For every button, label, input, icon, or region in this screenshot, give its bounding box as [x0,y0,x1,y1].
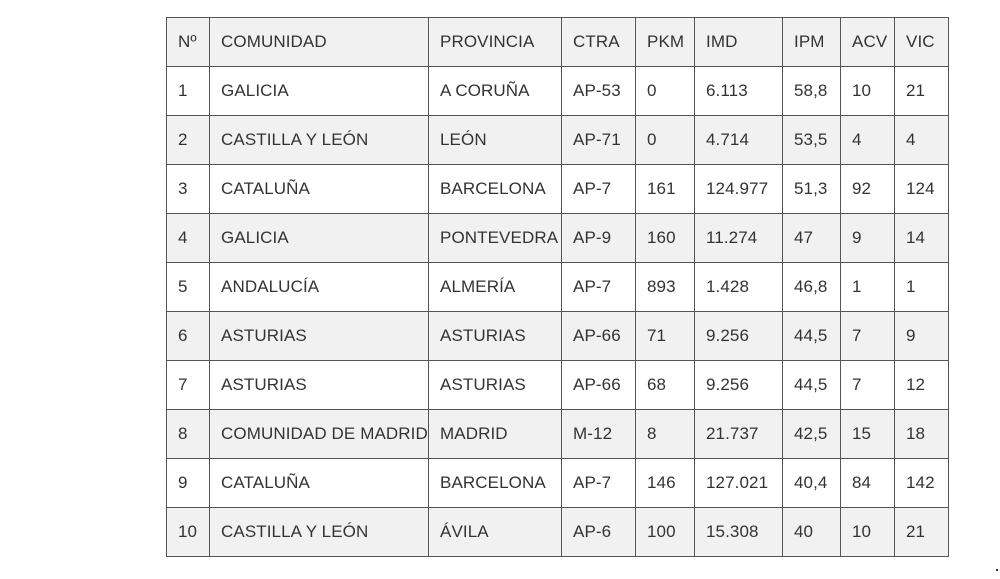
cell-ipm: 44,5 [783,312,841,361]
cell-provincia: ASTURIAS [429,312,562,361]
data-table-container [166,17,948,557]
table-row [167,263,949,312]
cell-ctra: AP-71 [562,116,636,165]
cell-provincia: PONTEVEDRA [429,214,562,263]
header-provincia: PROVINCIA [429,18,562,67]
cell-pkm: 71 [636,312,695,361]
cell-comunidad: ASTURIAS [210,312,429,361]
cell-provincia: ASTURIAS [429,361,562,410]
cell-provincia: BARCELONA [429,165,562,214]
cell-ipm: 51,3 [783,165,841,214]
cell-pkm: 161 [636,165,695,214]
cell-ipm: 44,5 [783,361,841,410]
cell-vic: 21 [895,508,949,557]
cell-imd: 127.021 [695,459,783,508]
cell-pkm: 100 [636,508,695,557]
cell-provincia: ÁVILA [429,508,562,557]
cell-acv: 10 [841,508,895,557]
header-acv: ACV [841,18,895,67]
table-header-row [167,18,949,67]
cell-vic: 9 [895,312,949,361]
cell-comunidad: GALICIA [210,67,429,116]
cell-pkm: 8 [636,410,695,459]
cell-ctra: AP-66 [562,361,636,410]
cell-acv: 9 [841,214,895,263]
table-row [167,312,949,361]
cell-number: 5 [167,263,210,312]
cell-vic: 18 [895,410,949,459]
cell-number: 1 [167,67,210,116]
header-comunidad: COMUNIDAD [210,18,429,67]
cell-ipm: 40 [783,508,841,557]
cell-acv: 4 [841,116,895,165]
cell-number: 3 [167,165,210,214]
cell-acv: 92 [841,165,895,214]
cell-number: 6 [167,312,210,361]
cell-ipm: 53,5 [783,116,841,165]
cell-imd: 124.977 [695,165,783,214]
cell-acv: 1 [841,263,895,312]
cell-comunidad: CATALUÑA [210,459,429,508]
cell-imd: 9.256 [695,361,783,410]
cell-pkm: 68 [636,361,695,410]
cell-comunidad: ASTURIAS [210,361,429,410]
cell-vic: 4 [895,116,949,165]
accident-sections-table [166,17,949,557]
cell-acv: 7 [841,312,895,361]
cell-imd: 4.714 [695,116,783,165]
cell-ctra: AP-66 [562,312,636,361]
cell-imd: 11.274 [695,214,783,263]
cell-imd: 6.113 [695,67,783,116]
cell-provincia: A CORUÑA [429,67,562,116]
cell-comunidad: CASTILLA Y LEÓN [210,508,429,557]
cell-comunidad: COMUNIDAD DE MADRID [210,410,429,459]
cell-ctra: AP-7 [562,165,636,214]
cell-number: 4 [167,214,210,263]
cell-pkm: 0 [636,116,695,165]
cell-ipm: 58,8 [783,67,841,116]
table-body [167,67,949,557]
cell-vic: 14 [895,214,949,263]
cell-ctra: AP-9 [562,214,636,263]
cell-comunidad: CASTILLA Y LEÓN [210,116,429,165]
cell-ctra: AP-53 [562,67,636,116]
cell-acv: 7 [841,361,895,410]
cell-acv: 84 [841,459,895,508]
cell-number: 2 [167,116,210,165]
cell-ctra: AP-7 [562,263,636,312]
cell-vic: 1 [895,263,949,312]
cell-ctra: AP-7 [562,459,636,508]
header-ctra: CTRA [562,18,636,67]
cell-provincia: BARCELONA [429,459,562,508]
cell-provincia: ALMERÍA [429,263,562,312]
cell-ipm: 47 [783,214,841,263]
table-row [167,361,949,410]
header-vic: VIC [895,18,949,67]
cell-vic: 21 [895,67,949,116]
cell-ctra: M-12 [562,410,636,459]
cell-imd: 9.256 [695,312,783,361]
header-ipm: IPM [783,18,841,67]
cell-vic: 142 [895,459,949,508]
cell-number: 10 [167,508,210,557]
cell-vic: 12 [895,361,949,410]
cell-number: 8 [167,410,210,459]
table-row [167,214,949,263]
stray-dot [996,569,998,571]
cell-comunidad: CATALUÑA [210,165,429,214]
cell-imd: 15.308 [695,508,783,557]
cell-provincia: LEÓN [429,116,562,165]
table-row [167,67,949,116]
cell-vic: 124 [895,165,949,214]
cell-imd: 1.428 [695,263,783,312]
cell-number: 7 [167,361,210,410]
cell-comunidad: GALICIA [210,214,429,263]
cell-ipm: 40,4 [783,459,841,508]
header-imd: IMD [695,18,783,67]
cell-provincia: MADRID [429,410,562,459]
cell-ipm: 42,5 [783,410,841,459]
table-row [167,459,949,508]
cell-number: 9 [167,459,210,508]
header-number: Nº [167,18,210,67]
cell-pkm: 146 [636,459,695,508]
cell-ipm: 46,8 [783,263,841,312]
table-row [167,165,949,214]
cell-pkm: 893 [636,263,695,312]
header-pkm: PKM [636,18,695,67]
cell-acv: 10 [841,67,895,116]
cell-acv: 15 [841,410,895,459]
cell-pkm: 160 [636,214,695,263]
cell-comunidad: ANDALUCÍA [210,263,429,312]
table-row [167,508,949,557]
cell-ctra: AP-6 [562,508,636,557]
table-row [167,410,949,459]
cell-imd: 21.737 [695,410,783,459]
cell-pkm: 0 [636,67,695,116]
table-row [167,116,949,165]
